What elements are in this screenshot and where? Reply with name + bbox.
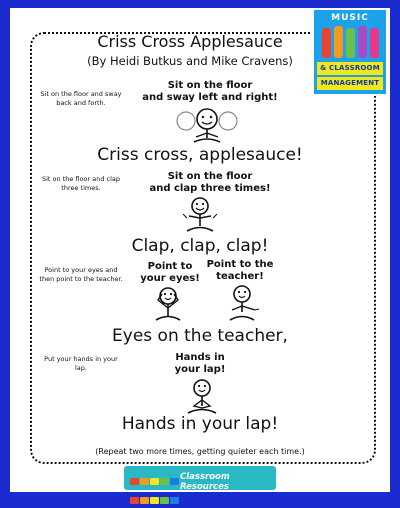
figure-caption <box>140 171 280 195</box>
caption-line: Sit on the floor <box>167 80 253 91</box>
pointing-to-teacher-figure-icon <box>222 284 262 324</box>
figure-caption <box>130 261 210 285</box>
figure-caption <box>200 259 280 283</box>
footer-letter-block <box>150 478 159 485</box>
caption-line: Point to the <box>206 259 274 270</box>
logo-music-word: MUSIC <box>331 13 369 23</box>
footer-letter-blocks <box>130 470 180 508</box>
logo-kid-figure <box>346 28 355 58</box>
footer-letter-block <box>150 497 159 504</box>
footer-letter-block <box>170 478 179 485</box>
caption-line: your lap! <box>174 364 226 375</box>
logo-line2: MANAGEMENT <box>320 79 380 87</box>
song-authors: (By Heidi Butkus and Mike Cravens) <box>87 54 293 68</box>
lyric-line: Clap, clap, clap! <box>131 236 269 256</box>
instruction-note: Put your hands in your lap. <box>44 355 118 372</box>
footer-letter-block <box>130 478 139 485</box>
hands-in-lap-figure-icon <box>182 378 222 416</box>
repeat-instruction: (Repeat two more times, getting quieter each time.) <box>95 447 305 456</box>
caption-line: Sit on the floor <box>167 171 253 182</box>
caption-line: Hands in <box>175 352 225 363</box>
caption-line: and sway left and right! <box>142 92 278 103</box>
song-title: Criss Cross Applesauce <box>97 32 283 51</box>
footer-letter-block <box>170 497 179 504</box>
heidisongs-classroom-resources-badge <box>124 466 276 490</box>
caption-line: teacher! <box>216 271 264 282</box>
instruction-note: Point to your eyes and then point to the teacher. <box>39 266 123 283</box>
footer-letter-block <box>140 497 149 504</box>
instruction-note: Sit on the floor and sway back and forth. <box>40 90 122 107</box>
pointing-to-eyes-figure-icon <box>148 286 188 322</box>
lyric-line: Criss cross, applesauce! <box>97 145 303 165</box>
footer-letter-block <box>160 497 169 504</box>
lyric-line: Hands in your lap! <box>121 414 279 434</box>
music-classroom-management-logo <box>312 8 388 96</box>
instruction-note: Sit on the floor and clap three times. <box>41 175 120 192</box>
lyric-line: Eyes on the teacher, <box>112 326 288 346</box>
clapping-figure-icon <box>175 196 225 236</box>
caption-line: Point to <box>147 261 193 272</box>
footer-letter-block <box>140 478 149 485</box>
footer-letter-block <box>160 478 169 485</box>
swaying-figure-icon <box>172 106 242 146</box>
logo-kid-figure <box>370 28 379 58</box>
figure-caption <box>140 80 280 104</box>
caption-line: your eyes! <box>140 273 200 284</box>
footer-letter-block <box>130 497 139 504</box>
logo-line1: & CLASSROOM <box>320 64 380 72</box>
footer-label: Classroom Resources <box>180 472 230 492</box>
logo-kid-figure <box>358 26 367 58</box>
caption-line: and clap three times! <box>149 183 271 194</box>
figure-caption <box>150 352 250 376</box>
